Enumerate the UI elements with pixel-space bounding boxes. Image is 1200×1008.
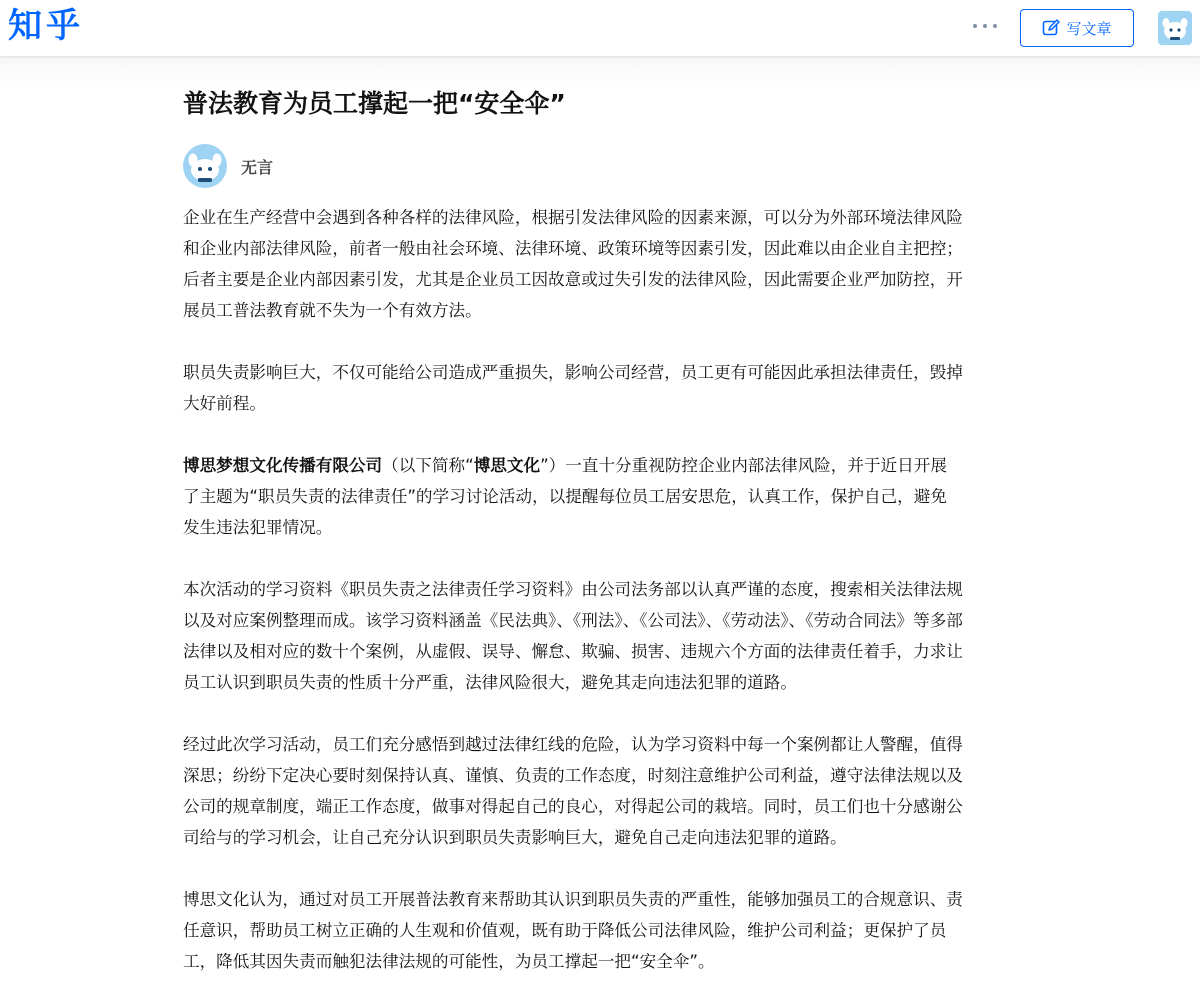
user-avatar[interactable] [1158,11,1192,45]
write-article-button[interactable] [1020,9,1134,47]
paragraph-1: 企业在生产经营中会遇到各种各样的法律风险，根据引发法律风险的因素来源，可以分为外部环境法律风险和企业内部法律风险，前者一般由社会环境、法律环境、政策环境等因素引发，因此难以由企业自主把控；后者主要是企业内部因素引发，尤其是企业员工因故意或过失引发的法律风险，因此需要企业严加防控，开展员工普法教育就不失为一个有效方法。 [183,208,963,320]
article-content [183,202,963,977]
author-info [183,144,963,188]
top-bar [0,0,1200,56]
header-shadow-band [0,56,1200,86]
more-dots-icon [970,24,1000,28]
paragraph-3-mid: （以下简称“ [382,456,474,475]
paragraph-3-rest: ”）一直十分重视防控企业内部法律风险，并于近日开展了主题为“职员失责的法律责任”的学习讨论活动，以提醒每位员工居安思危，认真工作，保护自己，避免发生违法犯罪情况。 [183,456,947,537]
company-name-bold: 博思梦想文化传播有限公司 [183,456,383,475]
article [183,86,963,1008]
write-article-label: 写文章 [1066,19,1112,38]
user-avatar-icon [1158,11,1192,45]
more-button[interactable] [966,12,1004,40]
author-avatar[interactable] [183,144,227,188]
zhihu-logo[interactable]: 知乎 [8,6,84,46]
author-avatar-icon [183,144,227,188]
article-title: 普法教育为员工撑起一把“安全伞” [183,89,566,118]
company-short-bold: 博思文化 [473,456,541,475]
paragraph-4: 本次活动的学习资料《职员失责之法律责任学习资料》由公司法务部以认真严谨的态度，搜索相关法律法规以及对应案例整理而成。该学习资料涵盖《民法典》、《刑法》、《公司法》、《劳动法》、《劳动合同法》等多部法律以及相对应的数十个案例，从虚假、误导、懈怠、欺骗、损害、违规六个方面的法律责任着手，力求让员工认识到职员失责的性质十分严重，法律风险很大，避免其走向违法犯罪的道路。 [183,580,963,692]
paragraph-2: 职员失责影响巨大，不仅可能给公司造成严重损失，影响公司经营，员工更有可能因此承担法律责任，毁掉大好前程。 [183,363,963,413]
paragraph-5: 经过此次学习活动，员工们充分感悟到越过法律红线的危险，认为学习资料中每一个案例都让人警醒，值得深思；纷纷下定决心要时刻保持认真、谨慎、负责的工作态度，时刻注意维护公司利益，遵守法律法规以及公司的规章制度，端正工作态度，做事对得起自己的良心，对得起公司的栽培。同时，员工们也十分感谢公司给与的学习机会，让自己充分认识到职员失责影响巨大，避免自己走向违法犯罪的道路。 [183,735,963,847]
author-name[interactable]: 无言 [241,157,274,177]
edit-icon [1042,19,1060,37]
paragraph-3 [183,450,963,543]
paragraph-6: 博思文化认为，通过对员工开展普法教育来帮助其认识到职员失责的严重性，能够加强员工的合规意识、责任意识，帮助员工树立正确的人生观和价值观，既有助于降低公司法律风险，维护公司利益；更保护了员工，降低其因失责而触犯法律法规的可能性，为员工撑起一把“安全伞”。 [183,890,963,971]
